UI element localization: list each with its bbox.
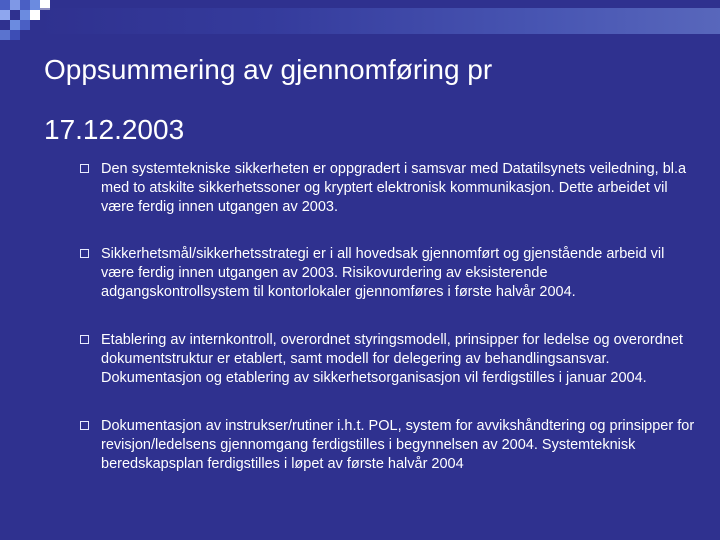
slide-title: Oppsummering av gjennomføring pr 17.12.2003 (44, 54, 493, 145)
decorative-square (0, 0, 10, 10)
hollow-square-bullet-icon (80, 249, 89, 258)
decorative-square (10, 20, 20, 30)
bullet-item (80, 331, 695, 388)
bullet-item (80, 245, 695, 302)
hollow-square-bullet-icon (80, 421, 89, 430)
bullet-text: Den systemtekniske sikkerheten er oppgradert i samsvar med Datatilsynets veiledning, bl.a med to atskilte sikkerhetssoner og kryptert elektronisk kommunikasjon. Dette arbeidet vil være ferdig innen utgangen av 2003. (101, 161, 687, 215)
decorative-square (20, 10, 30, 20)
decorative-square (10, 30, 20, 40)
bullet-text: Sikkerhetsmål/sikkerhetsstrategi er i all hovedsak gjennomført og gjenstående arbeid vil være ferdig innen utgangen av 2003. Risikovurdering av eksisterende adgangskontrollsystem til kontorlokaler gjennomføres i første halvår 2004. (101, 246, 665, 300)
hollow-square-bullet-icon (80, 335, 89, 344)
hollow-square-bullet-icon (80, 164, 89, 173)
bullet-item (80, 417, 695, 474)
decorative-top-bar (40, 8, 720, 34)
decorative-square (30, 0, 40, 10)
decorative-square (10, 0, 20, 10)
decorative-square (0, 10, 10, 20)
decorative-square (20, 0, 30, 10)
decorative-square (0, 30, 10, 40)
bullet-text: Etablering av internkontroll, overordnet styringsmodell, prinsipper for ledelse og overordnet dokumentstruktur er etablert, samt modell for delegering av behandlingsansvar. Dokumentasjon og etablering av sikkerhetsorganisasjon vil ferdigstilles i januar 2004. (101, 332, 683, 386)
decorative-square (20, 20, 30, 30)
bullet-item (80, 160, 695, 217)
bullet-list (80, 160, 695, 474)
decorative-square (30, 10, 40, 20)
bullet-text: Dokumentasjon av instrukser/rutiner i.h.t. POL, system for avvikshåndtering og prinsipper for revisjon/ledelsens gjennomgang ferdigstilles i begynnelsen av 2004. Systemteknisk beredskapsplan ferdigstilles i løpet av første halvår 2004 (101, 418, 695, 472)
